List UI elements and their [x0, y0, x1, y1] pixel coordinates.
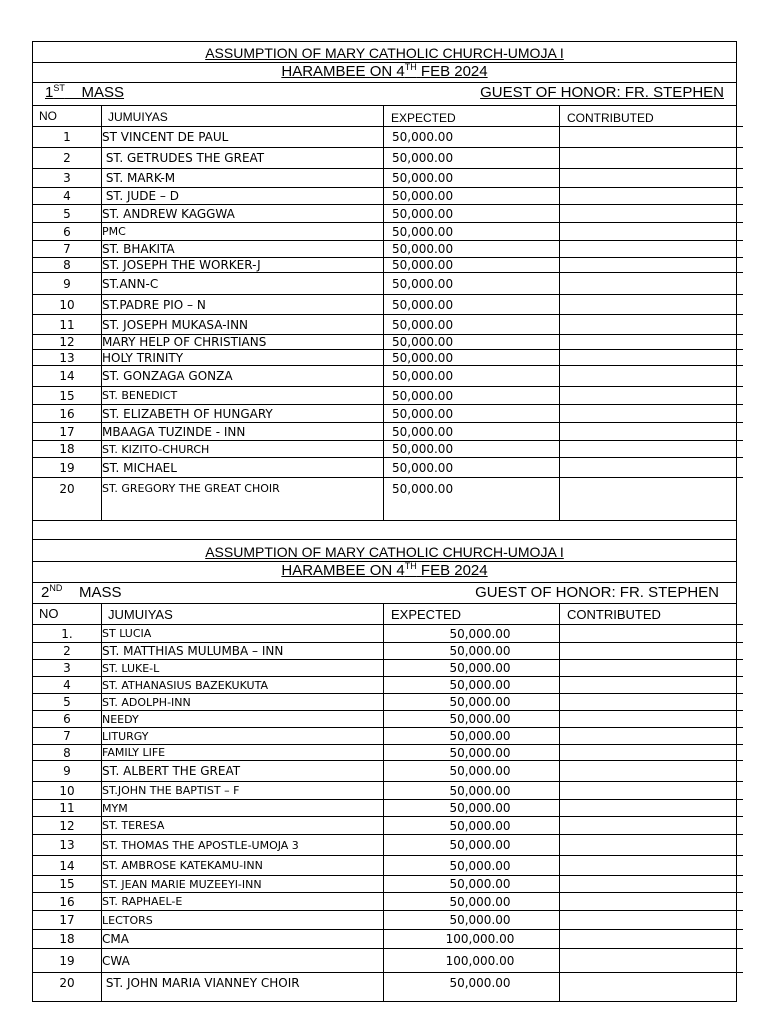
jumuiya-name: ST. MARK-M: [101, 169, 384, 188]
jumuiya-name: ST. GREGORY THE GREAT CHOIR: [101, 478, 384, 500]
row-number: 20: [33, 973, 101, 994]
table-row: [33, 315, 743, 335]
jumuiya-name: ST. ADOLPH-INN: [101, 694, 384, 711]
contributed-amount[interactable]: [568, 478, 743, 500]
expected-amount: 50,000.00: [384, 350, 568, 366]
table-row: [33, 223, 743, 241]
contributed-amount[interactable]: [568, 728, 743, 745]
table-row: [33, 258, 743, 273]
contributed-amount[interactable]: [568, 169, 743, 188]
expected-amount: 50,000.00: [384, 782, 568, 800]
contributed-amount[interactable]: [568, 625, 743, 643]
expected-amount: 50,000.00: [384, 335, 568, 350]
row-number: 1.: [33, 625, 101, 643]
row-number: 11: [33, 800, 101, 817]
table-row: [33, 893, 743, 911]
jumuiya-name: ST. LUKE-L: [101, 660, 384, 677]
jumuiya-name: ST. TERESA: [101, 817, 384, 835]
expected-amount: 100,000.00: [384, 930, 568, 949]
row-number: 2: [33, 148, 101, 169]
expected-amount: 50,000.00: [384, 761, 568, 782]
expected-amount: 50,000.00: [384, 423, 568, 441]
contributed-amount[interactable]: [568, 856, 743, 876]
row-number: 6: [33, 223, 101, 241]
contributed-amount[interactable]: [568, 205, 743, 223]
contributed-amount[interactable]: [568, 782, 743, 800]
jumuiya-name: ST. ANDREW KAGGWA: [101, 205, 384, 223]
row-number: 8: [33, 258, 101, 273]
row-number: 18: [33, 441, 101, 458]
row-number: 13: [33, 835, 101, 856]
jumuiya-name: ST LUCIA: [101, 625, 384, 643]
contributed-amount[interactable]: [568, 761, 743, 782]
row-number: 5: [33, 205, 101, 223]
header-contributed: CONTRIBUTED: [567, 607, 661, 622]
table-row: [33, 856, 743, 876]
second-mass-table: [33, 624, 743, 994]
table-row: [33, 782, 743, 800]
mass-label: 1ST MASS: [45, 83, 125, 101]
row-number: 15: [33, 876, 101, 893]
jumuiya-name: ST. BHAKITA: [101, 241, 384, 258]
jumuiya-name: LECTORS: [101, 911, 384, 930]
expected-amount: 50,000.00: [384, 148, 568, 169]
expected-amount: 50,000.00: [384, 835, 568, 856]
table-row: [33, 366, 743, 387]
jumuiya-name: ST.PADRE PIO – N: [101, 295, 384, 315]
row-number: 7: [33, 241, 101, 258]
table-row: [33, 625, 743, 643]
row-number: 19: [33, 458, 101, 478]
jumuiya-name: ST.ANN-C: [101, 273, 384, 295]
jumuiya-name: ST. GONZAGA GONZA: [101, 366, 384, 387]
contributed-amount[interactable]: [568, 949, 743, 973]
contributed-amount[interactable]: [568, 458, 743, 478]
header-expected: EXPECTED: [391, 607, 462, 622]
jumuiya-name: ST. JOSEPH MUKASA-INN: [101, 315, 384, 335]
contributed-amount[interactable]: [568, 835, 743, 856]
contributed-amount[interactable]: [568, 893, 743, 911]
expected-amount: 50,000.00: [384, 205, 568, 223]
harambee-date: HARAMBEE ON 4TH FEB 2024: [281, 561, 488, 579]
expected-amount: 50,000.00: [384, 800, 568, 817]
contributed-amount[interactable]: [568, 295, 743, 315]
table-row: [33, 350, 743, 366]
row-number: 5: [33, 694, 101, 711]
jumuiya-name: ST. JOSEPH THE WORKER-J: [101, 258, 384, 273]
contributed-amount[interactable]: [568, 745, 743, 761]
expected-amount: 50,000.00: [384, 817, 568, 835]
expected-amount: 50,000.00: [384, 694, 568, 711]
contributed-amount[interactable]: [568, 677, 743, 694]
expected-amount: 50,000.00: [384, 643, 568, 660]
expected-amount: 50,000.00: [384, 745, 568, 761]
row-number: 14: [33, 366, 101, 387]
contributed-amount[interactable]: [568, 660, 743, 677]
jumuiya-name: ST. RAPHAEL-E: [101, 893, 384, 911]
expected-amount: 50,000.00: [384, 911, 568, 930]
header-no: NO: [39, 109, 57, 123]
contributed-amount[interactable]: [568, 694, 743, 711]
row-number: 11: [33, 315, 101, 335]
contributed-amount[interactable]: [568, 273, 743, 295]
table-row: [33, 148, 743, 169]
expected-amount: 50,000.00: [384, 711, 568, 728]
contributed-amount[interactable]: [568, 817, 743, 835]
jumuiya-name: ST. GETRUDES THE GREAT: [101, 148, 384, 169]
row-number: 18: [33, 930, 101, 949]
expected-amount: 50,000.00: [384, 366, 568, 387]
harambee-date: HARAMBEE ON 4TH FEB 2024: [281, 62, 488, 80]
jumuiya-name: LITURGY: [101, 728, 384, 745]
row-number: 15: [33, 387, 101, 405]
expected-amount: 50,000.00: [384, 728, 568, 745]
jumuiya-name: ST. JOHN MARIA VIANNEY CHOIR: [101, 973, 384, 994]
jumuiya-name: ST. THOMAS THE APOSTLE-UMOJA 3: [101, 835, 384, 856]
expected-amount: 50,000.00: [384, 273, 568, 295]
church-title: ASSUMPTION OF MARY CATHOLIC CHURCH-UMOJA I: [205, 45, 564, 61]
expected-amount: 50,000.00: [384, 387, 568, 405]
table-row: [33, 273, 743, 295]
expected-amount: 50,000.00: [384, 315, 568, 335]
table-row: [33, 423, 743, 441]
jumuiya-name: ST. JEAN MARIE MUZEEYI-INN: [101, 876, 384, 893]
contributed-amount[interactable]: [568, 335, 743, 350]
expected-amount: 50,000.00: [384, 660, 568, 677]
jumuiya-name: MBAAGA TUZINDE - INN: [101, 423, 384, 441]
contributed-amount[interactable]: [568, 441, 743, 458]
jumuiya-name: FAMILY LIFE: [101, 745, 384, 761]
expected-amount: 50,000.00: [384, 677, 568, 694]
table-row: [33, 205, 743, 223]
expected-amount: 50,000.00: [384, 478, 568, 500]
contributed-amount[interactable]: [568, 643, 743, 660]
table-row: [33, 387, 743, 405]
row-number: 7: [33, 728, 101, 745]
jumuiya-name: PMC: [101, 223, 384, 241]
table-row: [33, 694, 743, 711]
contributed-amount[interactable]: [568, 711, 743, 728]
row-number: 12: [33, 335, 101, 350]
table-row: [33, 930, 743, 949]
header-no: NO: [39, 606, 59, 621]
expected-amount: 50,000.00: [384, 405, 568, 423]
expected-amount: 50,000.00: [384, 127, 568, 148]
table-row: [33, 169, 743, 188]
row-number: 3: [33, 660, 101, 677]
jumuiya-name: ST. ATHANASIUS BAZEKUKUTA: [101, 677, 384, 694]
header-jumuiyas: JUMUIYAS: [108, 607, 173, 622]
row-number: 16: [33, 405, 101, 423]
contributed-amount[interactable]: [568, 350, 743, 366]
table-row: [33, 335, 743, 350]
table-row: [33, 876, 743, 893]
contributed-amount[interactable]: [568, 258, 743, 273]
row-number: 10: [33, 295, 101, 315]
guest-of-honor: GUEST OF HONOR: FR. STEPHEN: [475, 584, 719, 601]
expected-amount: 50,000.00: [384, 973, 568, 994]
row-number: 10: [33, 782, 101, 800]
header-jumuiyas: JUMUIYAS: [108, 110, 168, 124]
row-number: 6: [33, 711, 101, 728]
guest-of-honor: GUEST OF HONOR: FR. STEPHEN: [480, 84, 724, 101]
table-row: [33, 458, 743, 478]
expected-amount: 50,000.00: [384, 876, 568, 893]
jumuiya-name: ST. BENEDICT: [101, 387, 384, 405]
row-number: 1: [33, 127, 101, 148]
row-number: 9: [33, 273, 101, 295]
contributed-amount[interactable]: [568, 876, 743, 893]
table-row: [33, 660, 743, 677]
jumuiya-name: NEEDY: [101, 711, 384, 728]
table-row: [33, 728, 743, 745]
table-row: [33, 949, 743, 973]
table-row: [33, 643, 743, 660]
header-expected: EXPECTED: [391, 111, 456, 125]
contributed-amount[interactable]: [568, 800, 743, 817]
row-number: 8: [33, 745, 101, 761]
jumuiya-name: ST. JUDE – D: [101, 188, 384, 205]
table-row: [33, 188, 743, 205]
contributed-amount[interactable]: [568, 223, 743, 241]
first-mass-table: [33, 126, 743, 500]
expected-amount: 50,000.00: [384, 441, 568, 458]
expected-amount: 50,000.00: [384, 458, 568, 478]
row-number: 4: [33, 677, 101, 694]
jumuiya-name: ST. MICHAEL: [101, 458, 384, 478]
jumuiya-name: ST.JOHN THE BAPTIST – F: [101, 782, 384, 800]
row-number: 12: [33, 817, 101, 835]
table-row: [33, 761, 743, 782]
table-row: [33, 973, 743, 994]
row-number: 13: [33, 350, 101, 366]
expected-amount: 50,000.00: [384, 625, 568, 643]
contributed-amount[interactable]: [568, 423, 743, 441]
table-row: [33, 800, 743, 817]
jumuiya-name: HOLY TRINITY: [101, 350, 384, 366]
table-row: [33, 441, 743, 458]
jumuiya-name: MARY HELP OF CHRISTIANS: [101, 335, 384, 350]
row-number: 3: [33, 169, 101, 188]
table-row: [33, 405, 743, 423]
mass-label: 2ND MASS: [41, 583, 122, 601]
jumuiya-name: ST. AMBROSE KATEKAMU-INN: [101, 856, 384, 876]
table-row: [33, 835, 743, 856]
table-row: [33, 745, 743, 761]
table-row: [33, 127, 743, 148]
row-number: 20: [33, 478, 101, 500]
row-number: 16: [33, 893, 101, 911]
row-number: 2: [33, 643, 101, 660]
contributed-amount[interactable]: [568, 188, 743, 205]
jumuiya-name: MYM: [101, 800, 384, 817]
table-row: [33, 711, 743, 728]
expected-amount: 50,000.00: [384, 856, 568, 876]
contributed-amount[interactable]: [568, 366, 743, 387]
table-row: [33, 478, 743, 500]
expected-amount: 50,000.00: [384, 893, 568, 911]
row-number: 19: [33, 949, 101, 973]
row-number: 4: [33, 188, 101, 205]
contributed-amount[interactable]: [568, 241, 743, 258]
row-number: 14: [33, 856, 101, 876]
jumuiya-name: ST. ALBERT THE GREAT: [101, 761, 384, 782]
table-row: [33, 295, 743, 315]
jumuiya-name: ST. MATTHIAS MULUMBA – INN: [101, 643, 384, 660]
jumuiya-name: ST. ELIZABETH OF HUNGARY: [101, 405, 384, 423]
expected-amount: 50,000.00: [384, 295, 568, 315]
contributed-amount[interactable]: [568, 148, 743, 169]
table-row: [33, 817, 743, 835]
contributed-amount[interactable]: [568, 930, 743, 949]
table-row: [33, 911, 743, 930]
expected-amount: 100,000.00: [384, 949, 568, 973]
expected-amount: 50,000.00: [384, 258, 568, 273]
contributed-amount[interactable]: [568, 405, 743, 423]
jumuiya-name: ST VINCENT DE PAUL: [101, 127, 384, 148]
contribution-sheet: [32, 41, 737, 1002]
row-number: 9: [33, 761, 101, 782]
church-title: ASSUMPTION OF MARY CATHOLIC CHURCH-UMOJA I: [205, 544, 564, 560]
contributed-amount[interactable]: [568, 387, 743, 405]
jumuiya-name: ST. KIZITO-CHURCH: [101, 441, 384, 458]
contributed-amount[interactable]: [568, 315, 743, 335]
jumuiya-name: CWA: [101, 949, 384, 973]
table-row: [33, 241, 743, 258]
contributed-amount[interactable]: [568, 973, 743, 994]
expected-amount: 50,000.00: [384, 241, 568, 258]
jumuiya-name: CMA: [101, 930, 384, 949]
expected-amount: 50,000.00: [384, 188, 568, 205]
contributed-amount[interactable]: [568, 127, 743, 148]
expected-amount: 50,000.00: [384, 169, 568, 188]
expected-amount: 50,000.00: [384, 223, 568, 241]
row-number: 17: [33, 423, 101, 441]
row-number: 17: [33, 911, 101, 930]
header-contributed: CONTRIBUTED: [567, 111, 654, 125]
contributed-amount[interactable]: [568, 911, 743, 930]
table-row: [33, 677, 743, 694]
